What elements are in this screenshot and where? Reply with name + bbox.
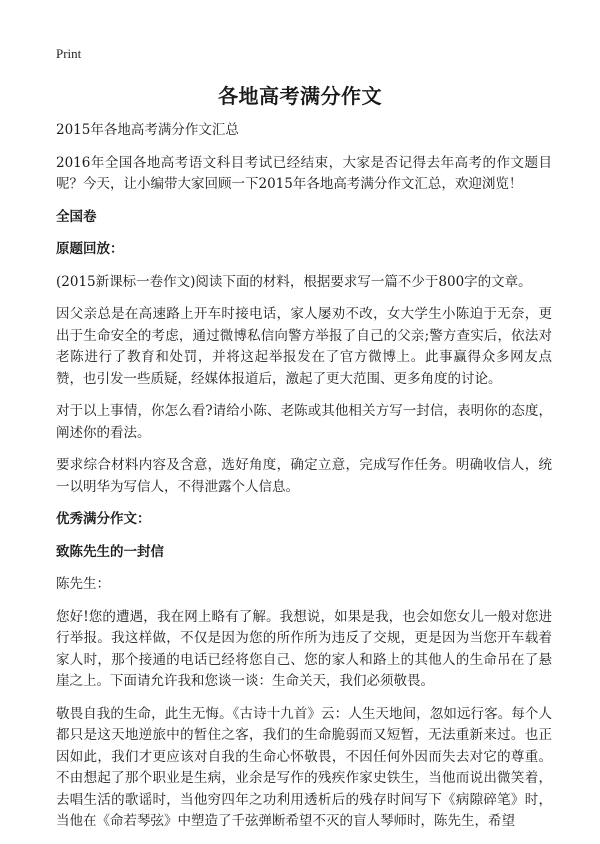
essay-heading: 优秀满分作文： — [56, 511, 151, 527]
article-title: 各地高考满分作文 — [218, 84, 382, 108]
prompt-heading: 原题回放： — [56, 241, 124, 257]
prompt-paragraph-2: 因父亲总是在高速路上开车时接电话，家人屡劝不改，女大学生小陈迫于无奈，更出于生命安全的考虑，通过微博私信向警方举报了自己的父亲;警方查实后，依法对老陈进行了教育和处罚，并将这起举报发在了官方微博上。此事赢得众多网友点赞，也引发一些质疑，经媒体报道后，激起了更大范围、更多角度的讨论。 — [56, 306, 552, 387]
prompt-paragraph-4: 要求综合材料内容及含意，选好角度，确定立意，完成写作任务。明确收信人，统一以明华为写信人，不得泄露个人信息。 — [56, 457, 552, 495]
article-body — [56, 120, 552, 844]
essay-paragraph-1: 您好!您的遭遇，我在网上略有了解。我想说，如果是我，也会如您女儿一般对您进行举报。我这样做，不仅是因为您的所作所为违反了交规，更是因为当您开车载着家人时，那个接通的电话已经将您自己、您的家人和路上的其他人的生命吊在了悬崖之上。下面请允许我和您谈一谈：生命关天，我们必须敬畏。 — [56, 608, 552, 689]
prompt-paragraph-3: 对于以上事情，你怎么看?请给小陈、老陈或其他相关方写一封信，表明你的态度，阐述你的看法。 — [56, 403, 552, 441]
print-link[interactable]: Print — [56, 46, 82, 61]
intro-paragraph: 2016年全国各地高考语文科目考试已经结束，大家是否记得去年高考的作文题目呢？今天，让小编带大家回顾一下2015年各地高考满分作文汇总，欢迎浏览！ — [56, 154, 552, 192]
essay-title: 致陈先生的一封信 — [56, 543, 164, 560]
prompt-paragraph-1: (2015新课标一卷作文)阅读下面的材料，根据要求写一篇不少于800字的文章。 — [56, 273, 532, 290]
essay-salutation: 陈先生： — [56, 576, 110, 592]
section-title: 全国卷 — [56, 208, 97, 225]
article-subtitle: 2015年各地高考满分作文汇总 — [56, 122, 239, 138]
essay-paragraph-2: 敬畏自我的生命，此生无悔。《古诗十九首》云：人生天地间，忽如远行客。每个人都只是这天地逆旅中的暂住之客，我们的生命脆弱而又短暂，无法重新来过。也正因如此，我们才更应该对自我的生命心怀敬畏，不因任何外因而失去对它的尊重。不由想起了那个职业是生病，业余是写作的残疾作家史铁生，当他而说出微笑着，去唱生活的歌谣时，当他穷四年之功利用透析后的残存时间写下《病隙碎笔》时，当他在《命若琴弦》中塑造了千弦弹断希望不灭的盲人琴师时，陈先生，希望 — [56, 705, 552, 829]
